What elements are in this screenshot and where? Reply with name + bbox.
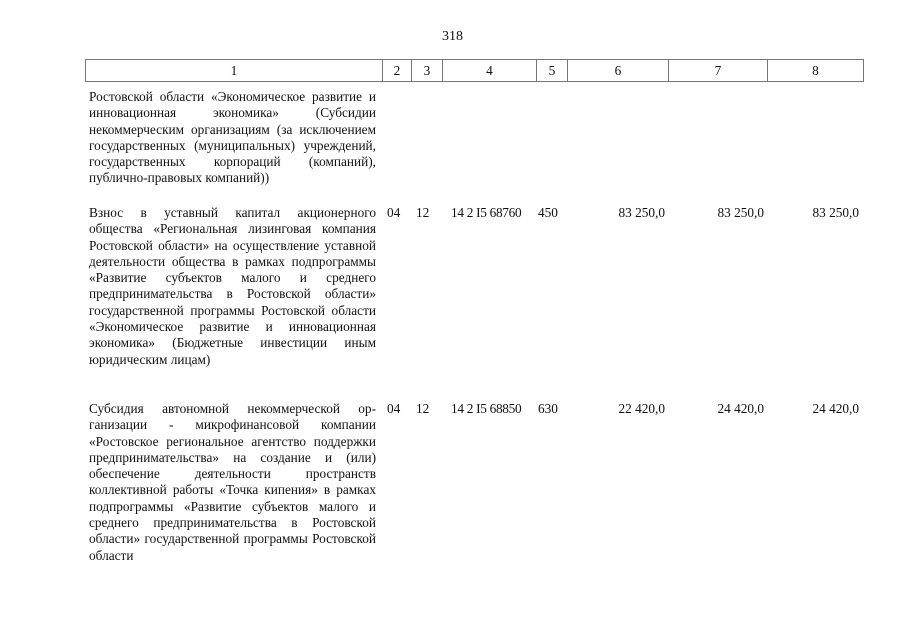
row-description: Субсидия автономной некоммерческой организации - микрофинансовой компании «Ростовское региональное агентство поддержки предпринимательства» на создание и (или) обеспечение деятельности пространств коллективной работы «Точка кипения» в рамках подпрограммы «Развитие субъектов малого и среднего предпринимательства в Ростовской области» государственной программы Ростовской области xyxy=(89,401,376,563)
row-expense-type xyxy=(536,89,567,187)
row-amount-1 xyxy=(567,89,668,187)
header-col-5: 5 xyxy=(537,60,568,81)
row-target-article xyxy=(442,89,536,187)
header-col-2: 2 xyxy=(383,60,412,81)
row-subsection: 12 xyxy=(416,205,430,220)
row-expense-type: 450 xyxy=(538,205,558,220)
row-expense-type: 630 xyxy=(538,401,558,416)
row-section xyxy=(382,89,411,187)
row-target-article: 14 2 I5 68850 xyxy=(451,401,522,416)
table-row xyxy=(85,401,862,564)
row-amount-1: 22 420,0 xyxy=(618,401,665,416)
header-col-6: 6 xyxy=(568,60,669,81)
row-subsection: 12 xyxy=(416,401,430,416)
row-amount-3: 83 250,0 xyxy=(812,205,859,220)
header-col-1: 1 xyxy=(86,60,383,81)
row-target-article: 14 2 I5 68760 xyxy=(451,205,522,220)
row-amount-3 xyxy=(767,89,862,187)
row-amount-3: 24 420,0 xyxy=(812,401,859,416)
row-amount-1: 83 250,0 xyxy=(618,205,665,220)
table-header xyxy=(85,59,864,82)
header-col-7: 7 xyxy=(669,60,768,81)
row-description: Взнос в уставный капитал акционерного общества «Региональная лизинговая компания Ростовской области» на осуществление уставной деятельности общества в рамках подпрограммы «Развитие субъектов малого и среднего предпринимательства в Ростовской области» государственной программы Ростовской области «Экономическое развитие и инновационная экономика» (Бюджетные инвестиции иным юридическим лицам) xyxy=(89,205,376,367)
row-amount-2 xyxy=(668,89,767,187)
page-number: 318 xyxy=(442,29,463,44)
table-row xyxy=(85,205,862,368)
row-section: 04 xyxy=(387,401,401,416)
table-row xyxy=(85,89,862,187)
row-section: 04 xyxy=(387,205,401,220)
row-amount-2: 24 420,0 xyxy=(717,401,764,416)
header-col-8: 8 xyxy=(812,63,819,78)
header-col-4: 4 xyxy=(443,60,537,81)
header-col-3: 3 xyxy=(412,60,443,81)
row-amount-2: 83 250,0 xyxy=(717,205,764,220)
row-subsection xyxy=(411,89,442,187)
row-description: Ростовской области «Экономическое развитие и инновационная экономика» (Субсидии некоммерческим организациям (за исключением государственных (муниципальных) учреждений, государственных корпораций (компаний), публично-правовых компаний)) xyxy=(89,89,376,186)
